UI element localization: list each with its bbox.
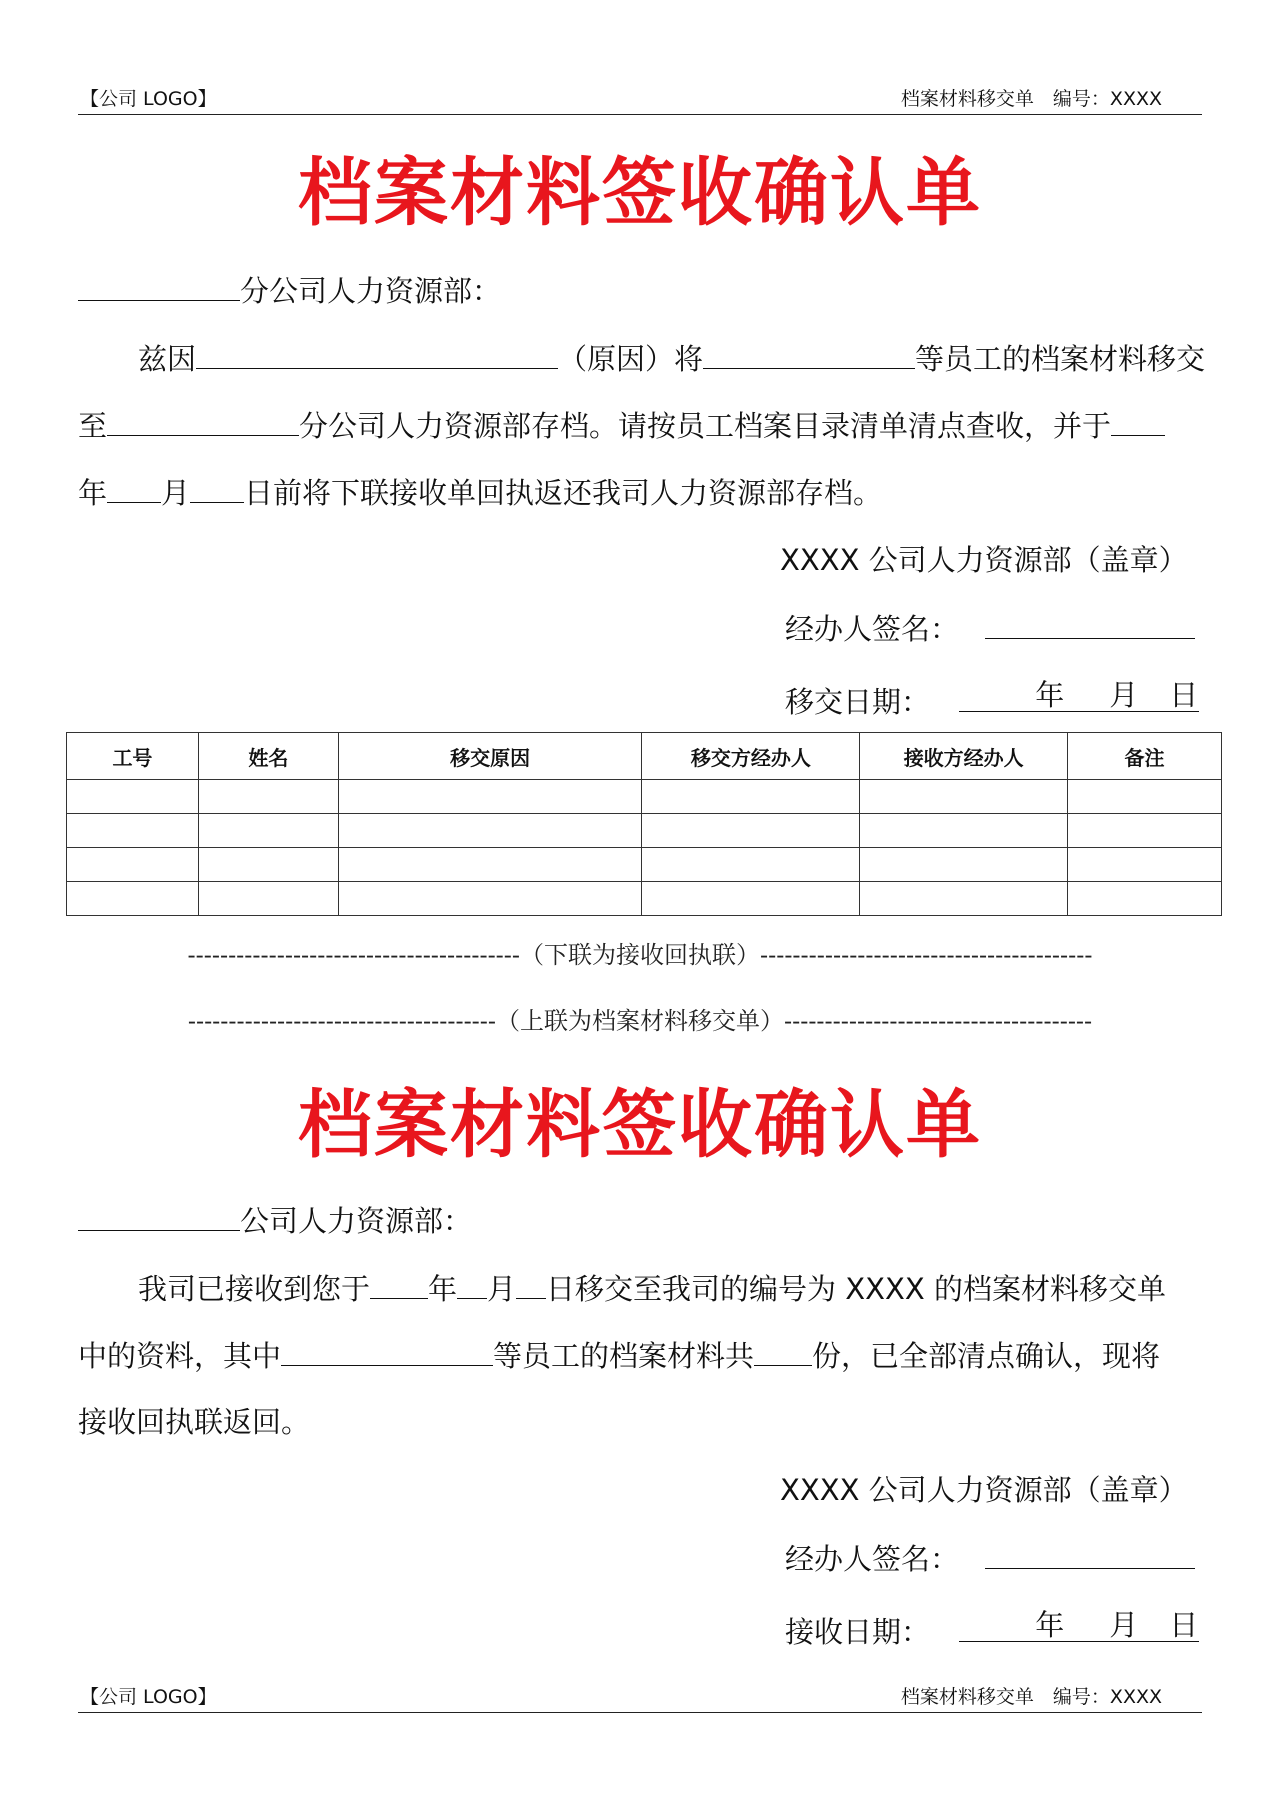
signer-blank[interactable] bbox=[985, 1538, 1195, 1569]
top-paragraph-line3 bbox=[78, 472, 1212, 513]
receive-date-label: 接收日期： bbox=[785, 1615, 931, 1649]
branch-blank[interactable] bbox=[78, 270, 240, 301]
table-row bbox=[67, 848, 1222, 882]
table-cell[interactable] bbox=[642, 814, 860, 848]
bottom-signer-line bbox=[785, 1538, 1195, 1579]
table-cell[interactable] bbox=[67, 848, 199, 882]
day-blank[interactable] bbox=[516, 1268, 546, 1299]
year-blank[interactable] bbox=[1111, 405, 1165, 436]
branch-blank-2[interactable] bbox=[107, 405, 299, 436]
year-blank[interactable] bbox=[370, 1268, 428, 1299]
table-cell[interactable] bbox=[860, 814, 1068, 848]
transfer-date-label: 移交日期： bbox=[785, 685, 931, 719]
col-header-sender: 移交方经办人 bbox=[642, 733, 860, 780]
bottom-paragraph-line2 bbox=[78, 1335, 1212, 1376]
text: 兹因 bbox=[138, 342, 197, 376]
bottom-paragraph-line3: 接收回执联返回。 bbox=[78, 1405, 311, 1439]
company-logo-text: 【公司 LOGO】 bbox=[80, 88, 217, 110]
col-header-name: 姓名 bbox=[198, 733, 338, 780]
table-cell[interactable] bbox=[198, 882, 338, 916]
table-cell[interactable] bbox=[338, 780, 642, 814]
table-cell[interactable] bbox=[67, 882, 199, 916]
bottom-date-line bbox=[785, 1605, 1199, 1652]
table-cell[interactable] bbox=[642, 882, 860, 916]
bottom-title: 档案材料签收确认单 bbox=[298, 1082, 982, 1168]
employees-blank[interactable] bbox=[703, 338, 915, 369]
page-footer bbox=[78, 1686, 1202, 1713]
col-header-receiver: 接收方经办人 bbox=[860, 733, 1068, 780]
bottom-paragraph-line1 bbox=[138, 1268, 1212, 1309]
document-number: 档案材料移交单 编号：XXXX bbox=[900, 88, 1162, 110]
company-logo-text: 【公司 LOGO】 bbox=[80, 1686, 217, 1708]
table-cell[interactable] bbox=[860, 780, 1068, 814]
top-signer-line bbox=[785, 608, 1195, 649]
bottom-addressee: 公司人力资源部： bbox=[240, 1204, 473, 1238]
day-label: 日 bbox=[1169, 1608, 1199, 1642]
separator-upper-transfer: --------------------------------------（上联为档案材料移交单）-------------------------------------- bbox=[187, 1007, 1093, 1035]
table-row bbox=[67, 814, 1222, 848]
signer-blank[interactable] bbox=[985, 608, 1195, 639]
count-blank[interactable] bbox=[754, 1335, 812, 1366]
text: 日移交至我司的编号为 XXXX 的档案材料移交单 bbox=[546, 1272, 1166, 1306]
top-paragraph-line2 bbox=[78, 405, 1212, 446]
bottom-company-stamp: XXXX 公司人力资源部（盖章） bbox=[780, 1473, 1188, 1507]
col-header-remark: 备注 bbox=[1068, 733, 1222, 780]
year-label: 年 bbox=[1035, 1608, 1065, 1642]
receive-date-blank[interactable] bbox=[959, 1605, 1199, 1642]
month-blank[interactable] bbox=[457, 1268, 487, 1299]
table-cell[interactable] bbox=[338, 882, 642, 916]
top-title: 档案材料签收确认单 bbox=[298, 150, 982, 236]
text: 至 bbox=[78, 409, 108, 443]
top-addressee-line bbox=[78, 270, 1212, 311]
text: 等员工的档案材料共 bbox=[493, 1339, 755, 1373]
text: 分公司人力资源部存档。请按员工档案目录清单清点查收，并于 bbox=[299, 409, 1112, 443]
top-company-stamp: XXXX 公司人力资源部（盖章） bbox=[780, 543, 1188, 577]
signer-label: 经办人签名： bbox=[785, 1542, 960, 1576]
page-header bbox=[78, 88, 1202, 115]
employee-table bbox=[66, 732, 1222, 916]
table-cell[interactable] bbox=[1068, 780, 1222, 814]
signer-label: 经办人签名： bbox=[785, 612, 960, 646]
table-cell[interactable] bbox=[860, 882, 1068, 916]
month-label: 月 bbox=[1109, 1608, 1139, 1642]
table-cell[interactable] bbox=[1068, 814, 1222, 848]
text: （原因）将 bbox=[558, 342, 704, 376]
year-label: 年 bbox=[1035, 678, 1065, 712]
table-cell[interactable] bbox=[1068, 882, 1222, 916]
table-cell[interactable] bbox=[198, 780, 338, 814]
text: 我司已接收到您于 bbox=[138, 1272, 371, 1306]
transfer-date-blank[interactable] bbox=[959, 675, 1199, 712]
table-row bbox=[67, 780, 1222, 814]
table-cell[interactable] bbox=[198, 848, 338, 882]
table-cell[interactable] bbox=[67, 814, 199, 848]
table-cell[interactable] bbox=[1068, 848, 1222, 882]
col-header-id: 工号 bbox=[67, 733, 199, 780]
table-cell[interactable] bbox=[860, 848, 1068, 882]
top-paragraph-line1 bbox=[138, 338, 1212, 379]
table-header-row bbox=[67, 733, 1222, 780]
month-blank[interactable] bbox=[107, 472, 161, 503]
text: 年 bbox=[78, 476, 108, 510]
text: 份，已全部清点确认，现将 bbox=[812, 1339, 1161, 1373]
day-label: 日 bbox=[1169, 678, 1199, 712]
table-row bbox=[67, 882, 1222, 916]
employees-blank[interactable] bbox=[281, 1335, 493, 1366]
document-number: 档案材料移交单 编号：XXXX bbox=[900, 1686, 1162, 1708]
text: 日前将下联接收单回执返还我司人力资源部存档。 bbox=[244, 476, 883, 510]
text: 月 bbox=[161, 476, 191, 510]
col-header-reason: 移交原因 bbox=[338, 733, 642, 780]
text: 年 bbox=[428, 1272, 458, 1306]
top-addressee: 分公司人力资源部： bbox=[240, 274, 502, 308]
day-blank[interactable] bbox=[190, 472, 244, 503]
table-cell[interactable] bbox=[338, 814, 642, 848]
table-cell[interactable] bbox=[338, 848, 642, 882]
table-cell[interactable] bbox=[198, 814, 338, 848]
bottom-addressee-line bbox=[78, 1200, 1212, 1241]
top-date-line bbox=[785, 675, 1199, 722]
table-cell[interactable] bbox=[642, 848, 860, 882]
table-cell[interactable] bbox=[67, 780, 199, 814]
text: 月 bbox=[487, 1272, 517, 1306]
company-blank[interactable] bbox=[78, 1200, 240, 1231]
reason-blank[interactable] bbox=[196, 338, 558, 369]
separator-lower-receipt: -----------------------------------------（下联为接收回执联）----------------------------------------- bbox=[187, 941, 1093, 969]
table-cell[interactable] bbox=[642, 780, 860, 814]
text: 等员工的档案材料移交 bbox=[915, 342, 1206, 376]
text: 中的资料，其中 bbox=[78, 1339, 282, 1373]
month-label: 月 bbox=[1109, 678, 1139, 712]
